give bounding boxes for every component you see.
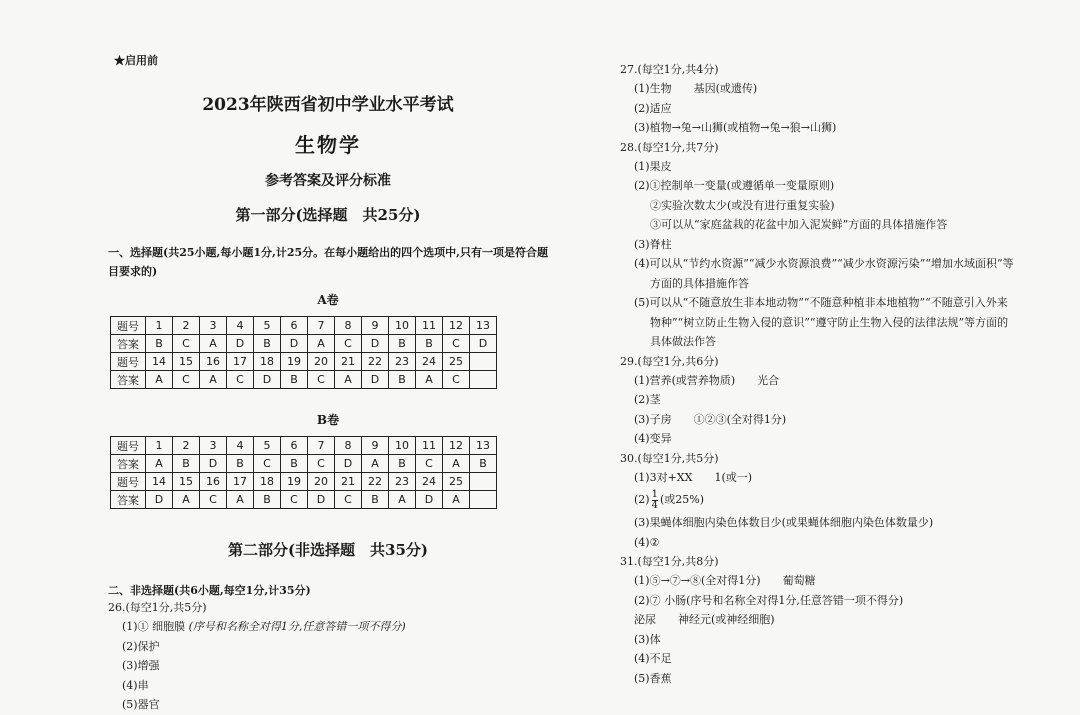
paper-a-cell: 5	[254, 317, 281, 335]
paper-a-cell: B	[281, 371, 308, 389]
paper-b-cell	[470, 473, 497, 491]
q30-answer-1: (1)3对+XX 1(或一)	[634, 470, 753, 484]
paper-a-cell: 8	[335, 317, 362, 335]
q29-answer-3: (3)子房 ①②③(全对得1分)	[634, 412, 787, 426]
paper-a-cell: 18	[254, 353, 281, 371]
paper-b-row-header: 答案	[111, 455, 146, 473]
paper-a-cell	[470, 371, 497, 389]
paper-a-cell: B	[389, 371, 416, 389]
paper-b-cell: 5	[254, 437, 281, 455]
paper-b-table	[110, 436, 497, 509]
q27-answer-2: (2)适应	[634, 101, 672, 115]
paper-b-cell: D	[200, 455, 227, 473]
paper-b-row	[111, 473, 497, 491]
paper-a-cell: 25	[443, 353, 470, 371]
paper-a-row-header: 答案	[111, 371, 146, 389]
paper-b-cell: 16	[200, 473, 227, 491]
paper-b-row-header: 答案	[111, 491, 146, 509]
right-column	[620, 60, 1060, 688]
paper-b-cell: 2	[173, 437, 200, 455]
paper-a-cell: 12	[443, 317, 470, 335]
paper-a-row	[111, 335, 497, 353]
paper-b-cell: 18	[254, 473, 281, 491]
paper-a-cell: D	[254, 371, 281, 389]
q29-answer-2: (2)茎	[634, 393, 661, 406]
q30-l2-pre: (2)	[634, 493, 650, 506]
paper-b-row-header: 题号	[111, 473, 146, 491]
paper-b-cell: B	[470, 455, 497, 473]
paper-a-cell: 10	[389, 317, 416, 335]
paper-a-table	[110, 316, 497, 389]
q27-answer-3: (3)植物→兔→山狮(或植物→兔→狼→山狮)	[634, 121, 837, 134]
q28-answer-2c: ③可以从“家庭盆栽的花盆中加入泥炭鲜”方面的具体措施作答	[650, 218, 948, 231]
paper-a-row	[111, 371, 497, 389]
q31-head: 31.(每空1分,共8分)	[620, 555, 719, 568]
part1-intro: 一、选择题(共25小题,每小题1分,计25分。在每小题给出的四个选项中,只有一项是符合题目要求的)	[108, 246, 548, 278]
paper-b-cell: 23	[389, 473, 416, 491]
paper-b-cell: B	[227, 455, 254, 473]
paper-b-row-header: 题号	[111, 437, 146, 455]
q27-answer-1: (1)生物 基因(或遗传)	[634, 82, 758, 95]
secret-mark: ★启用前	[114, 54, 158, 67]
paper-a-cell: A	[308, 335, 335, 353]
q28-head: 28.(每空1分,共7分)	[620, 140, 719, 154]
paper-a-cell: 22	[362, 353, 389, 371]
q29-answer-4: (4)变异	[634, 432, 672, 445]
q28-answer-4: (4)可以从“节约水资源”“减少水资源浪费”“减少水资源污染”“增加水域面积”等	[634, 257, 1014, 270]
paper-b-cell: 7	[308, 437, 335, 455]
paper-b-cell: A	[227, 491, 254, 509]
part1-title: 第一部分(选择题 共25分)	[235, 206, 421, 224]
paper-b-cell: A	[443, 491, 470, 509]
q28-answer-5c: 具体做法作答	[650, 335, 716, 348]
q31-answer-1: (1)⑤→⑦→⑧(全对得1分) 葡萄糖	[634, 574, 816, 587]
q26-answer-4: (4)串	[122, 678, 149, 692]
paper-b-cell: C	[281, 491, 308, 509]
paper-a-cell: 23	[389, 353, 416, 371]
paper-b-row	[111, 437, 497, 455]
paper-b-cell: B	[281, 455, 308, 473]
paper-a-cell: C	[443, 371, 470, 389]
paper-a-cell: B	[416, 335, 443, 353]
q31-answer-2b: 泌尿 神经元(或神经细胞)	[634, 613, 775, 626]
q30-l2-post: (或25%)	[659, 493, 705, 506]
q31-answer-5: (5)香蕉	[634, 671, 672, 685]
q31-answer-3: (3)体	[634, 632, 661, 646]
question-30	[620, 449, 1060, 553]
paper-b-cell: 9	[362, 437, 389, 455]
paper-a-cell: 2	[173, 317, 200, 335]
paper-b-cell: 19	[281, 473, 308, 491]
q30-answer-4: (4)②	[634, 535, 660, 549]
paper-a-cell: 14	[146, 353, 173, 371]
paper-b-cell: 14	[146, 473, 173, 491]
q26-answer-1	[122, 617, 548, 637]
paper-a-cell: A	[335, 371, 362, 389]
paper-a-cell: 4	[227, 317, 254, 335]
q26-l1: (1)①	[122, 620, 149, 633]
paper-a-cell: D	[362, 335, 389, 353]
q30-fraction-num: 1	[651, 488, 658, 500]
subject-title: 生物学	[295, 133, 361, 157]
paper-a-row-header: 题号	[111, 317, 146, 335]
paper-b-cell: 17	[227, 473, 254, 491]
paper-b-cell: 6	[281, 437, 308, 455]
paper-a-cell: C	[443, 335, 470, 353]
paper-b-cell: C	[308, 455, 335, 473]
q30-fraction-den: 4	[651, 499, 658, 511]
paper-b-cell: A	[362, 455, 389, 473]
paper-a-row	[111, 353, 497, 371]
q30-answer-2	[634, 487, 1060, 513]
paper-a-row-header: 题号	[111, 353, 146, 371]
paper-b-cell: D	[146, 491, 173, 509]
paper-b-cell: C	[254, 455, 281, 473]
q26-answer-2: (2)保护	[122, 639, 160, 653]
paper-a-cell: A	[146, 371, 173, 389]
paper-b-cell: A	[443, 455, 470, 473]
paper-a-cell: 24	[416, 353, 443, 371]
left-column	[108, 52, 548, 715]
paper-a-cell: 9	[362, 317, 389, 335]
paper-b-cell: 11	[416, 437, 443, 455]
paper-a-cell: C	[308, 371, 335, 389]
paper-a-cell: 3	[200, 317, 227, 335]
paper-a-cell: 13	[470, 317, 497, 335]
paper-b-cell: B	[254, 491, 281, 509]
paper-b-cell: A	[389, 491, 416, 509]
paper-b-cell: C	[416, 455, 443, 473]
q28-answer-2: (2)①控制单一变量(或遵循单一变量原则)	[634, 179, 835, 192]
paper-b-cell: 10	[389, 437, 416, 455]
q27-head: 27.(每空1分,共4分)	[620, 63, 719, 76]
paper-b-cell: 4	[227, 437, 254, 455]
paper-a-cell: D	[362, 371, 389, 389]
paper-a-cell: 6	[281, 317, 308, 335]
paper-b-cell: D	[416, 491, 443, 509]
paper-b-cell: 1	[146, 437, 173, 455]
paper-a-cell: 16	[200, 353, 227, 371]
paper-b-cell: D	[308, 491, 335, 509]
paper-b-cell: C	[200, 491, 227, 509]
q26-l1a: 细胞膜	[152, 620, 186, 633]
paper-a-row	[111, 317, 497, 335]
q30-fraction	[652, 490, 658, 511]
paper-b-cell: 15	[173, 473, 200, 491]
paper-a-cell: B	[389, 335, 416, 353]
q26-answer-5: (5)器官	[122, 698, 160, 711]
paper-a-cell: 19	[281, 353, 308, 371]
q28-answer-5: (5)可以从“不随意放生非本地动物”“不随意种植非本地植物”“不随意引入外来	[634, 296, 1008, 309]
q30-answer-3: (3)果蝇体细胞内染色体数目少(或果蝇体细胞内染色体数量少)	[634, 516, 934, 529]
paper-b-row	[111, 491, 497, 509]
exam-title: 2023年陕西省初中学业水平考试	[202, 95, 454, 115]
paper-a-cell: C	[173, 335, 200, 353]
paper-b-cell: 22	[362, 473, 389, 491]
q30-head: 30.(每空1分,共5分)	[620, 451, 719, 465]
paper-a-cell: 20	[308, 353, 335, 371]
paper-a-cell: D	[281, 335, 308, 353]
part2-intro: 二、非选择题(共6小题,每空1分,计35分)	[108, 584, 311, 597]
paper-a-cell: 1	[146, 317, 173, 335]
paper-a-cell: A	[200, 371, 227, 389]
q28-answer-4b: 方面的具体措施作答	[650, 276, 749, 290]
paper-a-cell: 15	[173, 353, 200, 371]
q28-answer-3: (3)脊柱	[634, 237, 672, 251]
paper-b-cell	[470, 491, 497, 509]
q28-answer-2b: ②实验次数太少(或没有进行重复实验)	[650, 198, 835, 212]
paper-b-label: B卷	[316, 413, 340, 427]
paper-a-cell: C	[227, 371, 254, 389]
paper-a-row-header: 答案	[111, 335, 146, 353]
paper-a-cell: B	[254, 335, 281, 353]
paper-b-cell: 8	[335, 437, 362, 455]
paper-b-cell: 3	[200, 437, 227, 455]
part2-title: 第二部分(非选择题 共35分)	[227, 541, 429, 559]
question-29	[620, 352, 1060, 449]
paper-a-cell: 11	[416, 317, 443, 335]
q31-answer-4: (4)不足	[634, 652, 672, 665]
paper-a-label: A卷	[317, 293, 339, 307]
q29-head: 29.(每空1分,共6分)	[620, 354, 719, 368]
q26-head: 26.(每空1分,共5分)	[108, 601, 207, 614]
standard-title: 参考答案及评分标准	[265, 173, 391, 189]
paper-a-cell	[470, 353, 497, 371]
paper-a-cell: 21	[335, 353, 362, 371]
question-28	[620, 138, 1060, 352]
paper-b-cell: 20	[308, 473, 335, 491]
paper-a-cell: A	[416, 371, 443, 389]
q28-answer-5b: 物种”“树立防止生物入侵的意识”“遵守防止生物入侵的法律法规”等方面的	[650, 315, 1009, 329]
paper-b-cell: 24	[416, 473, 443, 491]
paper-b-cell: 12	[443, 437, 470, 455]
paper-a-cell: 7	[308, 317, 335, 335]
paper-a-cell: 17	[227, 353, 254, 371]
question-27	[620, 60, 1060, 138]
paper-b-cell: A	[146, 455, 173, 473]
paper-b-cell: B	[389, 455, 416, 473]
paper-b-cell: B	[173, 455, 200, 473]
paper-a-cell: C	[335, 335, 362, 353]
paper-a-cell: A	[200, 335, 227, 353]
q29-answer-1: (1)营养(或营养物质) 光合	[634, 373, 780, 387]
paper-a-cell: D	[227, 335, 254, 353]
q26-l1b: (序号和名称全对得1分,任意答错一项不得分)	[188, 620, 406, 633]
paper-b-cell: 21	[335, 473, 362, 491]
question-26	[108, 598, 548, 715]
paper-b-cell: A	[173, 491, 200, 509]
q28-answer-1: (1)果皮	[634, 159, 672, 173]
paper-b-cell: 25	[443, 473, 470, 491]
paper-b-row	[111, 455, 497, 473]
q31-answer-2: (2)⑦ 小肠(序号和名称全对得1分,任意答错一项不得分)	[634, 593, 904, 607]
paper-a-cell: D	[470, 335, 497, 353]
paper-b-cell: B	[362, 491, 389, 509]
paper-b-cell: C	[335, 491, 362, 509]
paper-b-cell: D	[335, 455, 362, 473]
paper-a-cell: C	[173, 371, 200, 389]
question-31	[620, 552, 1060, 688]
q26-answer-3: (3)增强	[122, 659, 160, 672]
paper-a-cell: B	[146, 335, 173, 353]
paper-b-cell: 13	[470, 437, 497, 455]
